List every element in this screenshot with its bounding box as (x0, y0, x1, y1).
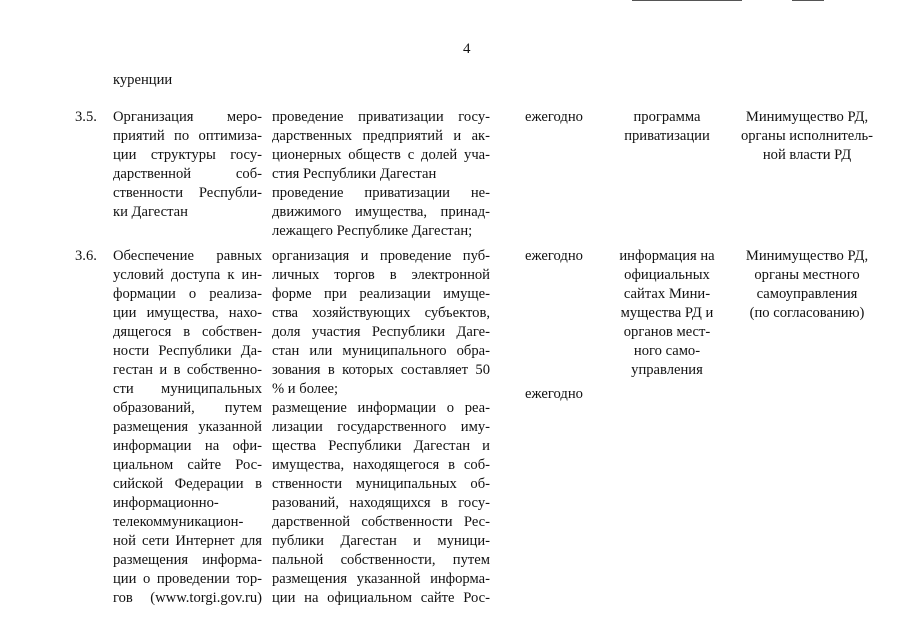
measure-name-line: гестан и в собственно- (113, 362, 262, 378)
action-line: разований, находящихся в госу- (272, 495, 490, 511)
action-line: доля участия Республики Даге- (272, 324, 490, 340)
executor-line: ной власти РД (762, 147, 852, 163)
measure-name-cell (113, 247, 262, 608)
measure-name-line: ности Республики Да- (113, 343, 262, 359)
action-line: ства хозяйствующих субъектов, (272, 305, 490, 321)
executor-line: органы местного (754, 267, 860, 283)
executor-line: органы исполнитель- (740, 128, 874, 144)
result-line: официальных (624, 267, 710, 283)
result-line: информация на (619, 248, 715, 264)
measure-name-line: размещения информа- (113, 552, 262, 568)
measure-name-line: Организация меро- (113, 109, 262, 125)
term-cell (512, 108, 596, 127)
measure-name-line: телекоммуникацион- (113, 514, 244, 530)
measure-name-line: сти муниципальных (113, 381, 262, 397)
executor-cell (733, 108, 881, 165)
term-cell-second (512, 385, 596, 404)
result-line: управления (631, 362, 703, 378)
row-number (75, 108, 110, 127)
row-number-text: 3.5. (75, 109, 97, 125)
actions-cell (272, 247, 490, 608)
executor-line: самоуправления (756, 286, 858, 302)
result-cell (605, 247, 729, 380)
action-line: стия Республики Дагестан (272, 166, 437, 182)
term-cell (512, 247, 596, 266)
actions-cell (272, 108, 490, 241)
action-line: дарственных предприятий и ак- (272, 128, 490, 144)
top-rule-right (792, 0, 824, 1)
measure-name-line: информационно- (113, 495, 219, 511)
executor-line: Минимущество РД, (745, 109, 869, 125)
action-line: публики Дагестан и муници- (272, 533, 490, 549)
term-text: ежегодно (525, 248, 583, 264)
term-text: ежегодно (525, 386, 583, 402)
action-line: форме при реализации имуще- (272, 286, 490, 302)
measure-name-line: сийской Федерации в (113, 476, 262, 492)
row-number (75, 247, 110, 266)
action-line: проведение приватизации госу- (272, 109, 490, 125)
result-line: сайтах Мини- (623, 286, 711, 302)
action-line: пальной собственности, путем (272, 552, 490, 568)
action-line: зования в которых составляет 50 (272, 362, 490, 378)
measure-name-line: циальном сайте Рос- (113, 457, 262, 473)
term-text: ежегодно (525, 109, 583, 125)
result-line: программа (633, 109, 701, 125)
result-line: ного само- (633, 343, 701, 359)
result-line: мущества РД и (620, 305, 714, 321)
measure-name-line: ки Дагестан (113, 204, 188, 220)
page-number: 4 (463, 41, 471, 57)
measure-name-line: ции о проведении тор- (113, 571, 262, 587)
executor-line: Минимущество РД, (745, 248, 869, 264)
measure-name-line: формации о реализа- (113, 286, 262, 302)
measure-name-line: ственности Республи- (113, 185, 262, 201)
action-line: проведение приватизации не- (272, 185, 490, 201)
executor-line: (по согласованию) (749, 305, 865, 321)
measure-name-line: образований, путем (113, 400, 262, 416)
measure-name-line: приятий по оптимиза- (113, 128, 262, 144)
action-line: движимого имущества, принад- (272, 204, 490, 220)
executor-cell (733, 247, 881, 323)
result-cell (605, 108, 729, 146)
action-line: дарственной собственности Рес- (272, 514, 490, 530)
action-line: ственности муниципальных об- (272, 476, 490, 492)
measure-name-line: Обеспечение равных (113, 248, 262, 264)
row-number-text: 3.6. (75, 248, 97, 264)
result-line: приватизации (624, 128, 710, 144)
action-line: ции на официальном сайте Рос- (272, 590, 490, 606)
measure-name-line: дарственной соб- (113, 166, 262, 182)
continuation-text (113, 71, 263, 90)
action-line: % и более; (272, 381, 339, 397)
measure-name-line: размещения указанной (113, 419, 262, 435)
top-rule-left (632, 0, 742, 1)
action-line: размещение информации о реа- (272, 400, 490, 416)
measure-name-line: ции имущества, нахо- (113, 305, 262, 321)
action-line: организация и проведение пуб- (272, 248, 490, 264)
measure-name-cell (113, 108, 262, 222)
action-line: имущества, находящегося в соб- (272, 457, 490, 473)
measure-name-line: условий доступа к ин- (113, 267, 262, 283)
action-line: ционерных обществ с долей уча- (272, 147, 490, 163)
measure-name-line: ной сети Интернет для (113, 533, 262, 549)
action-line: лизации государственного иму- (272, 419, 490, 435)
measure-name-line: дящегося в собствен- (113, 324, 262, 340)
measure-name-line: ции структуры госу- (113, 147, 262, 163)
action-line: щества Республики Дагестан и (272, 438, 490, 454)
continuation-line: куренции (113, 72, 173, 88)
result-line: органов мест- (623, 324, 711, 340)
action-line: личных торгов в электронной (272, 267, 490, 283)
action-line: стан или муниципального обра- (272, 343, 490, 359)
measure-name-line: гов (www.torgi.gov.ru) (113, 590, 262, 606)
action-line: лежащего Республике Дагестан; (272, 223, 473, 239)
measure-name-line: информации на офи- (113, 438, 262, 454)
action-line: размещения указанной информа- (272, 571, 490, 587)
